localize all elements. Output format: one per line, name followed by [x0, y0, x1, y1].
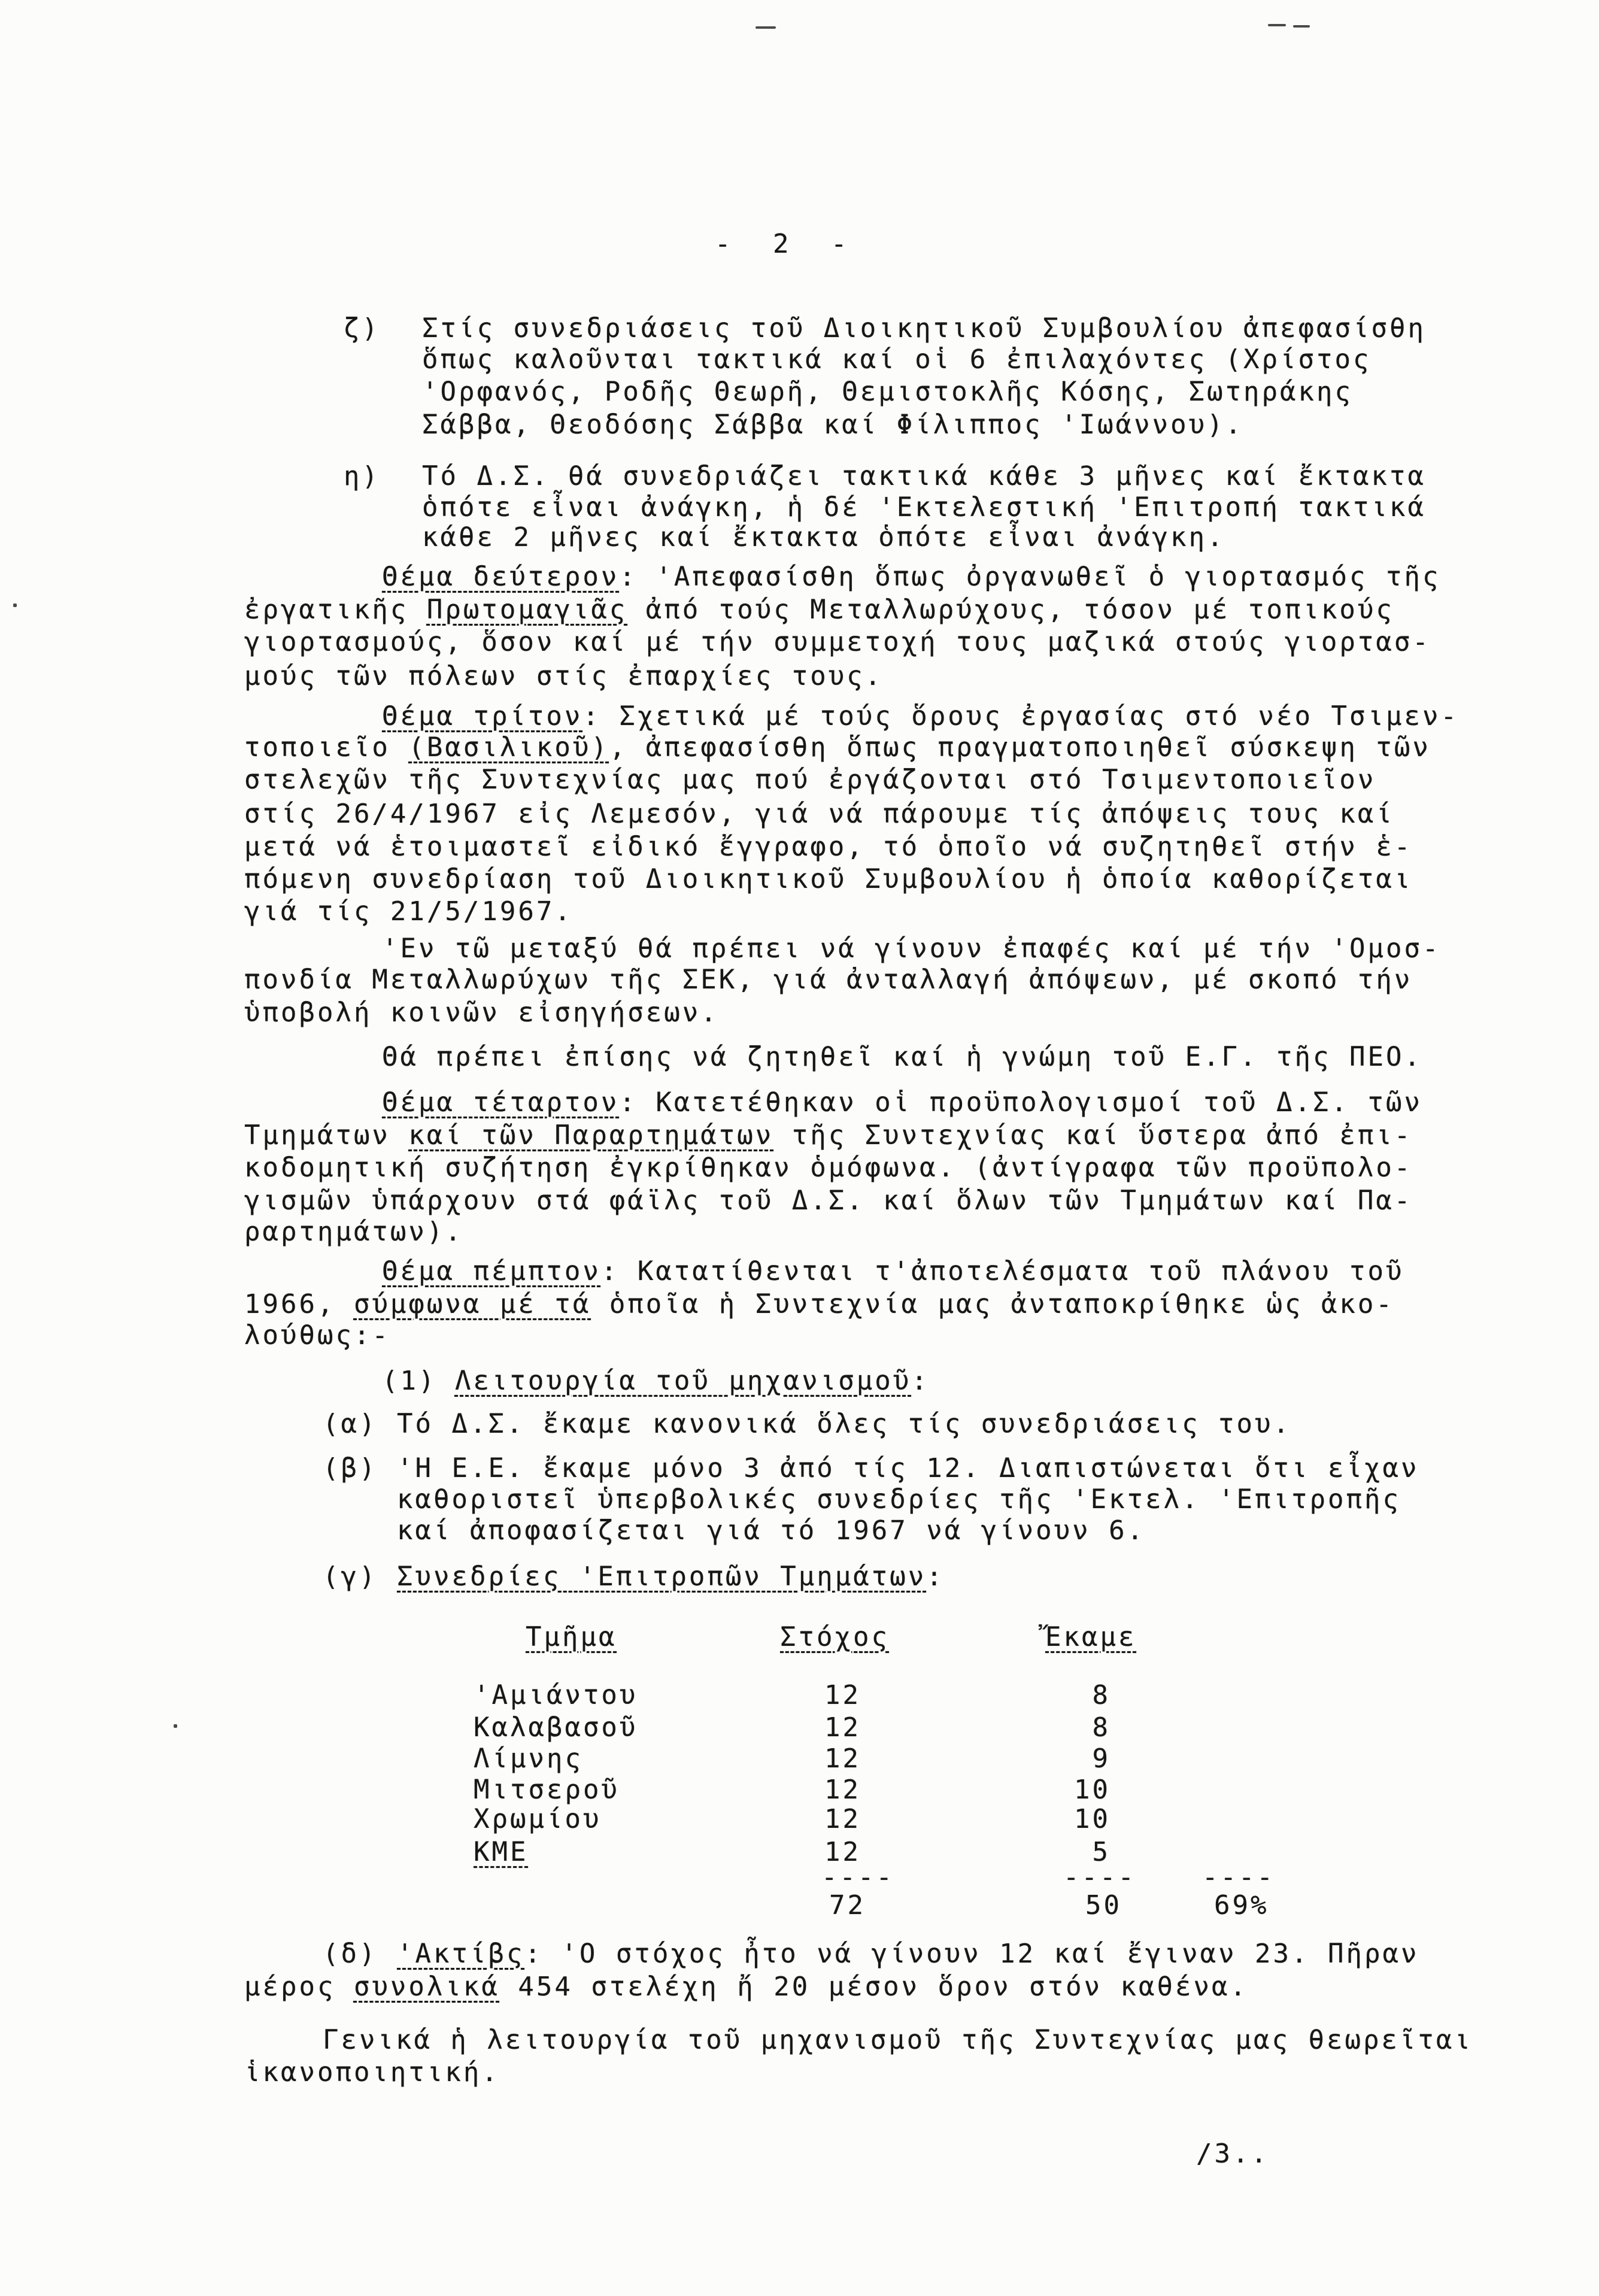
text-run: : Κατατίθενται τ'ἀποτελέσματα τοῦ πλάνου τοῦ [600, 1256, 1404, 1287]
consultation-line: Θά πρέπει ἐπίσης νά ζητηθεῖ καί ἡ γνώμη τοῦ Ε.Γ. τῆς ΠΕΟ. [382, 1042, 1422, 1072]
item-label: (δ) [323, 1939, 378, 1969]
text-run: 454 στελέχη ἤ 20 μέσον ὅρον στόν καθένα. [499, 1972, 1248, 2002]
topic-5-line: λούθως:- [244, 1320, 390, 1351]
topic-5-line [382, 1255, 1404, 1288]
underlined-text: Λειτουργία τοῦ μηχανισμοῦ [454, 1366, 912, 1396]
eta-line: ὁπότε εἶναι ἀνάγκη, ἡ δέ 'Εκτελεστική 'Επιτροπή τακτικά [422, 492, 1426, 523]
underlined-text: Πρωτομαγιᾶς [426, 595, 628, 625]
table-header: Στόχος [780, 1622, 890, 1652]
text-run: ὁποῖα ἡ Συντεχνία μας ἀνταποκρίθηκε ὡς ἀκο- [591, 1289, 1394, 1320]
topic-3-line [382, 700, 1459, 733]
topic-2-line: μούς τῶν πόλεων στίς ἐπαρχίες τους. [244, 661, 884, 691]
table-cell-done: 8 [1092, 1680, 1110, 1710]
underlined-text: συνολικά [353, 1972, 500, 2002]
scan-speck [755, 26, 776, 29]
underlined-text: Συνεδρίες 'Επιτροπῶν Τμημάτων [397, 1561, 927, 1592]
topic-3-line [244, 731, 1431, 765]
scan-speck [1268, 24, 1286, 26]
underlined-text: 'Ακτίβς [397, 1939, 525, 1969]
page-number: - 2 - [715, 229, 860, 259]
table-cell-done: 9 [1092, 1743, 1110, 1774]
topic-4-line: γισμῶν ὑπάρχουν στά φάϊλς τοῦ Δ.Σ. καί ὅλων τῶν Τμημάτων καί Πα- [244, 1185, 1413, 1216]
text-run: ἀπό τούς Μεταλλωρύχους, τόσον μέ τοπικούς [627, 595, 1394, 625]
text-run: Τμημάτων [244, 1120, 409, 1151]
text-run: : Σχετικά μέ τούς ὅρους ἐργασίας στό νέο Τσιμεν- [582, 701, 1459, 732]
table-cell-target: 12 [824, 1680, 861, 1710]
topic-3-line: στελεχῶν τῆς Συντεχνίας μας πού ἐργάζονται στό Τσιμεντοποιεῖον [244, 765, 1376, 795]
item-label: η) [344, 461, 380, 492]
topic-3-line: πόμενη συνεδρίαση τοῦ Διοικητικοῦ Συμβουλίου ἡ ὁποία καθορίζεται [244, 864, 1413, 894]
table-cell-department: Χρωμίου [474, 1804, 602, 1834]
zeta-line: 'Ορφανός, Ροδῆς Θεωρῆ, Θεμιστοκλῆς Κόσης, Σωτηράκης [422, 377, 1354, 407]
table-cell-target: 12 [824, 1775, 861, 1805]
table-cell-department: ΚΜΕ [474, 1837, 529, 1867]
table-cell-department: Λίμνης [474, 1743, 583, 1774]
text-run: : 'Απεφασίσθη ὅπως ὀργανωθεῖ ὁ γιορτασμός τῆς [619, 562, 1441, 592]
table-cell-target: 12 [824, 1712, 861, 1743]
item-d-line [244, 1970, 1248, 2004]
zeta-line: Σάββα, Θεοδόσης Σάββα καί Φίλιππος 'Ιωάννου). [422, 410, 1244, 440]
item-d-line [397, 1937, 1419, 1971]
underlined-text: Θέμα δεύτερον [382, 562, 620, 592]
table-header: Τμῆμα [526, 1622, 617, 1652]
topic-3-line: μετά νά ἑτοιμαστεῖ εἰδικό ἔγγραφο, τό ὁποῖο νά συζητηθεῖ στήν ἑ- [244, 832, 1413, 862]
text-run: : [911, 1366, 930, 1396]
topic-4-line [244, 1119, 1412, 1152]
zeta-line: ὅπως καλοῦνται τακτικά καί οἱ 6 ἐπιλαχόντες (Χρίστος [422, 344, 1372, 375]
table-cell-done: 5 [1092, 1837, 1110, 1867]
item-a-line: Τό Δ.Σ. ἔκαμε κανονικά ὅλες τίς συνεδριάσεις του. [397, 1409, 1292, 1439]
text-run: : Κατετέθηκαν οἱ προϋπολογισμοί τοῦ Δ.Σ. τῶν [619, 1087, 1422, 1118]
text-run: : 'Ο στόχος ἦτο νά γίνουν 12 καί ἔγιναν 23. Πῆραν [524, 1939, 1419, 1969]
underlined-text: σύμφωνα μέ τά [353, 1289, 591, 1320]
topic-4-line [382, 1086, 1422, 1120]
table-total-done: 50 [1085, 1890, 1122, 1921]
table-separator: ---- [1063, 1862, 1136, 1892]
text-run: , ἀπεφασίσθη ὅπως πραγματοποιηθεῖ σύσκεψη τῶν [609, 732, 1431, 763]
item-b-line: 'Η Ε.Ε. ἔκαμε μόνο 3 ἀπό τίς 12. Διαπιστώνεται ὅτι εἶχαν [397, 1453, 1419, 1484]
topic-2-line [382, 560, 1440, 594]
item-label: (β) [323, 1453, 378, 1484]
text-run: 1966, [244, 1289, 354, 1320]
eta-line: κάθε 2 μῆνες καί ἔκτακτα ὁπότε εἶναι ἀνάγκη. [422, 522, 1225, 553]
table-cell-department: 'Αμιάντου [474, 1680, 638, 1710]
scan-speck [1293, 25, 1310, 28]
table-separator: ---- [821, 1862, 894, 1892]
table-cell-done: 8 [1092, 1712, 1110, 1743]
underlined-text: (Βασιλικοῦ) [408, 732, 609, 763]
item-b-line: καί ἀποφασίζεται γιά τό 1967 νά γίνουν 6. [397, 1515, 1146, 1546]
conclusion-line: ἱκανοποιητική. [244, 2057, 500, 2088]
text-run: τοποιεῖο [244, 732, 409, 763]
item-b-line: καθοριστεῖ ὑπερβολικές συνεδρίες τῆς 'Εκτελ. 'Επιτροπῆς [397, 1484, 1401, 1515]
continuation-marker: /3.. [1196, 2139, 1269, 2169]
contacts-line: 'Εν τῶ μεταξύ θά πρέπει νά γίνουν ἐπαφές καί μέ τήν 'Ομοσ- [382, 933, 1441, 964]
underlined-text: Θέμα πέμπτον [382, 1256, 601, 1287]
topic-2-line: γιορτασμούς, ὅσον καί μέ τήν συμμετοχή τους μαζικά στούς γιορτασ- [244, 627, 1431, 657]
contacts-line: ὑποβολή κοινῶν εἰσηγήσεων. [244, 997, 719, 1028]
topic-3-line: στίς 26/4/1967 εἰς Λεμεσόν, γιά νά πάρουμε τίς ἀπόψεις τους καί [244, 799, 1394, 829]
table-cell-target: 12 [824, 1743, 861, 1774]
underlined-text: Θέμα τέταρτον [382, 1087, 620, 1118]
eta-line: Τό Δ.Σ. θά συνεδριάζει τακτικά κάθε 3 μῆνες καί ἔκτακτα [422, 461, 1426, 492]
underlined-text: καί τῶν Παραρτημάτων [408, 1120, 774, 1151]
text-run: μέρος [244, 1972, 354, 2002]
zeta-line: Στίς συνεδριάσεις τοῦ Διοικητικοῦ Συμβουλίου ἀπεφασίσθη [422, 313, 1426, 344]
underlined-text: Θέμα τρίτον [382, 701, 583, 732]
table-cell-department: Καλαβασοῦ [474, 1712, 638, 1743]
table-total-percent: 69% [1214, 1890, 1269, 1921]
item-c-line [397, 1560, 945, 1594]
item-label: ζ) [344, 313, 380, 344]
topic-4-line: κοδομητική συζήτηση ἐγκρίθηκαν ὁμόφωνα. (ἀντίγραφα τῶν προϋπολο- [244, 1152, 1413, 1183]
text-run: ἐργατικῆς [244, 595, 427, 625]
conclusion-line: Γενικά ἡ λειτουργία τοῦ μηχανισμοῦ τῆς Συντεχνίας μας θεωρεῖται [323, 2025, 1473, 2055]
table-cell-department: Μιτσεροῦ [474, 1775, 620, 1805]
topic-5-line [244, 1288, 1394, 1321]
table-header: Ἔκαμε [1045, 1622, 1137, 1652]
table-total-target: 72 [829, 1890, 866, 1921]
text-run: : [926, 1561, 945, 1592]
text-run: τῆς Συντεχνίας καί ὕστερα ἀπό ἐπι- [773, 1120, 1413, 1151]
table-separator: ---- [1202, 1862, 1275, 1892]
table-cell-done: 10 [1074, 1775, 1110, 1805]
item-label: (γ) [323, 1561, 378, 1592]
topic-3-line: γιά τίς 21/5/1967. [244, 896, 573, 927]
table-cell-target: 12 [824, 1837, 861, 1867]
topic-2-line [244, 593, 1394, 627]
scan-speck [13, 603, 17, 607]
scan-speck [174, 1724, 177, 1728]
table-cell-target: 12 [824, 1804, 861, 1834]
topic-4-line: ραρτημάτων). [244, 1217, 463, 1247]
contacts-line: πονδία Μεταλλωρύχων τῆς ΣΕΚ, γιά ἀνταλλαγή ἀπόψεων, μέ σκοπό τήν [244, 964, 1413, 995]
item-1-heading [382, 1364, 930, 1398]
text-run: (1) [382, 1366, 455, 1396]
table-cell-done: 10 [1074, 1804, 1110, 1834]
item-label: (α) [323, 1409, 378, 1439]
